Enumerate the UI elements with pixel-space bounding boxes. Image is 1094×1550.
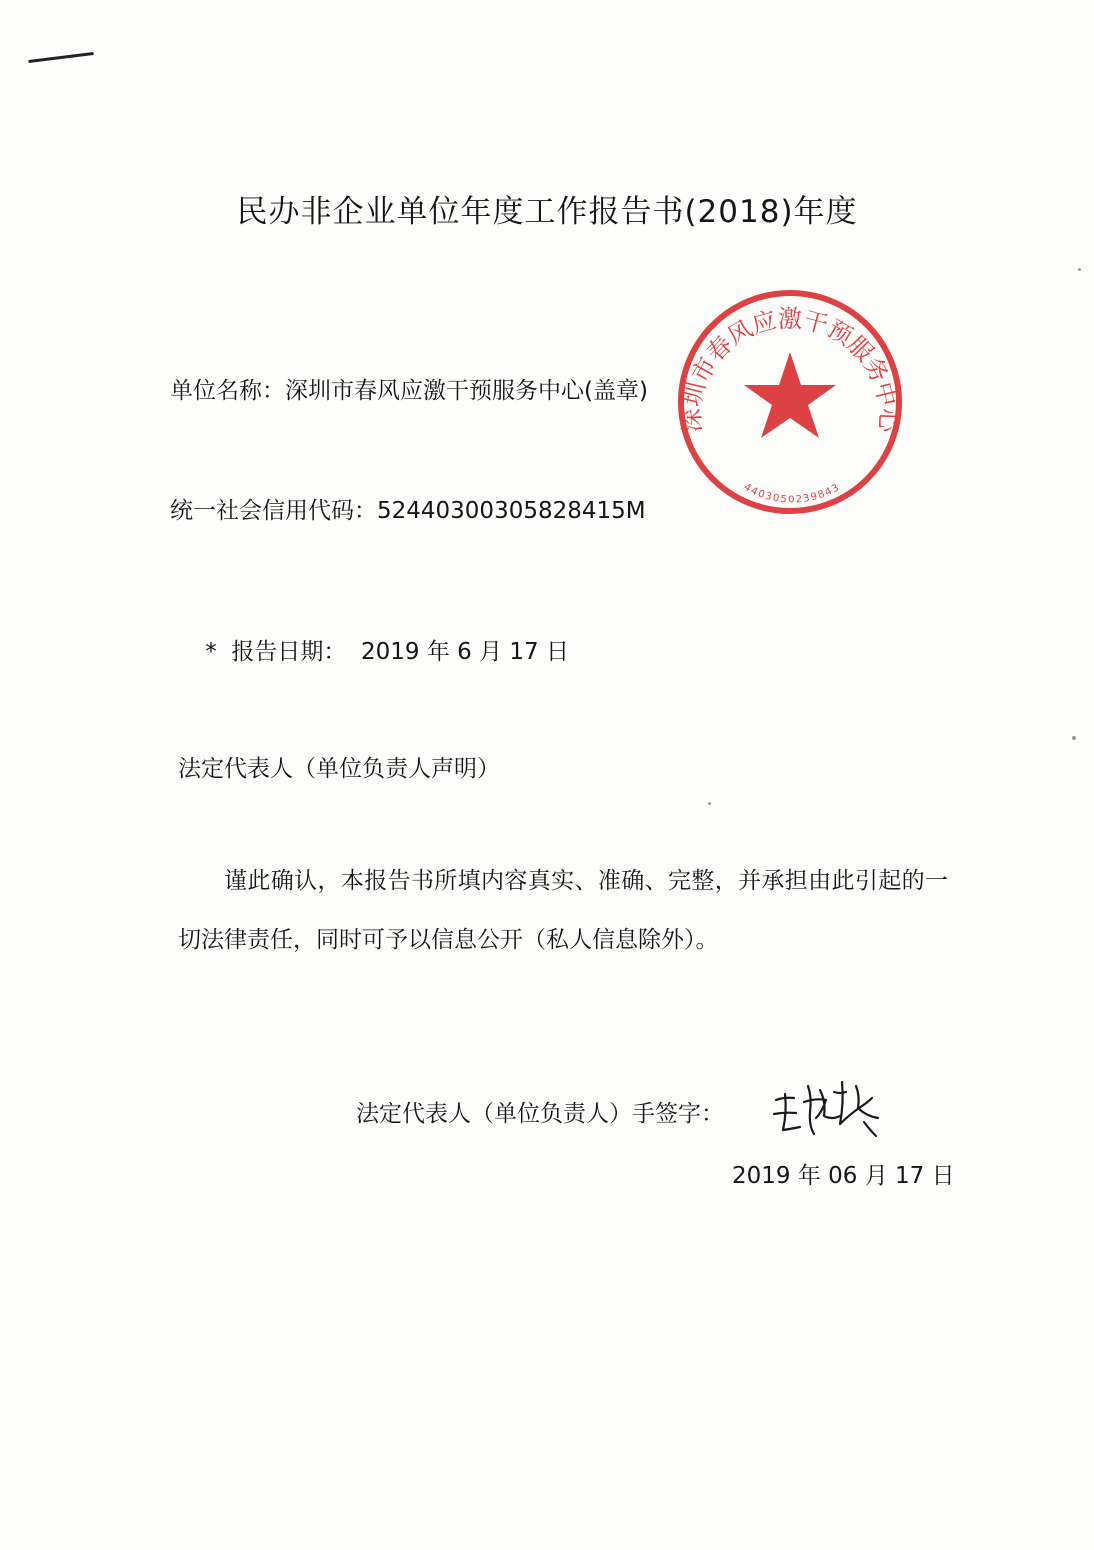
report-date-line (176, 607, 569, 692)
paper-speck (1078, 268, 1081, 271)
unit-name-value: 深圳市春风应激干预服务中心(盖章) (285, 378, 648, 404)
paper-speck (708, 802, 711, 805)
pen-mark (28, 52, 94, 63)
document-title: 民办非企业单位年度工作报告书(2018)年度 (236, 194, 858, 230)
seal-number: 4403050239843 (741, 481, 843, 506)
paper-speck (1072, 736, 1076, 740)
seal-ring-text: 深圳市春风应激干预服务中心 (677, 305, 903, 433)
credit-code-value: 52440300305828415M (377, 498, 646, 524)
section-heading: 法定代表人（单位负责人声明） (178, 756, 500, 782)
handwritten-signature (770, 1072, 890, 1142)
unit-name-label: 单位名称： (170, 378, 285, 404)
report-date-label: * 报告日期： (205, 639, 347, 665)
report-date-value: 2019 年 6 月 17 日 (361, 639, 569, 665)
credit-code-line (170, 492, 646, 525)
unit-name-line (170, 372, 648, 405)
credit-code-label: 统一社会信用代码： (170, 498, 377, 524)
signature-label: 法定代表人（单位负责人）手签字： (356, 1101, 724, 1127)
official-seal (674, 286, 906, 518)
declaration-paragraph: 谨此确认，本报告书所填内容真实、准确、完整，并承担由此引起的一切法律责任，同时可予以信息公开（私人信息除外）。 (178, 868, 948, 953)
signature-date: 2019 年 06 月 17 日 (732, 1163, 955, 1189)
